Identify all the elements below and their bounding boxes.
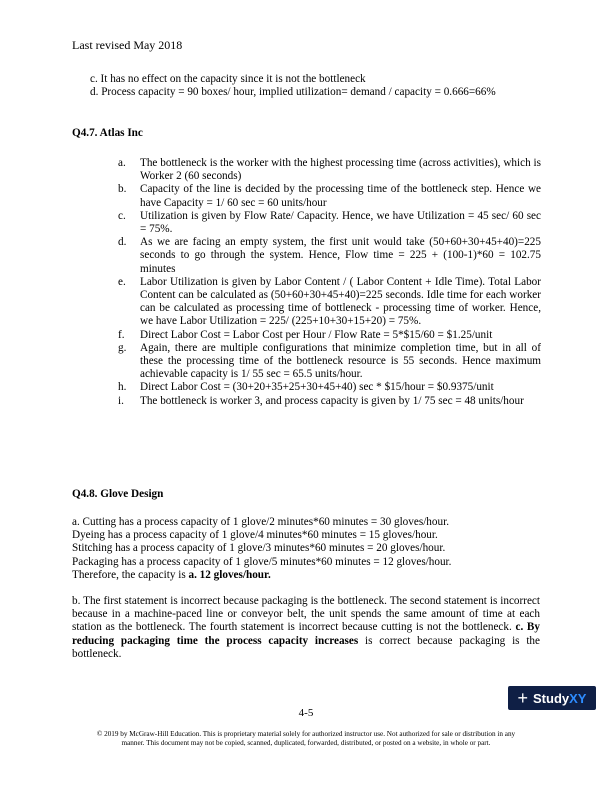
item-text: Direct Labor Cost = Labor Cost per Hour / Flow Rate = 5*$15/60 = $1.25/unit: [140, 328, 493, 341]
part-b-answer: c. By reducing packaging time the process capacity increases: [72, 621, 540, 647]
q47-answer-list: [118, 157, 541, 408]
item-label: g.: [118, 341, 127, 354]
q48-heading: Q4.8. Glove Design: [72, 488, 164, 500]
list-item: [118, 329, 541, 342]
capacity-line-stitching: Stitching has a process capacity of 1 glove/3 minutes*60 minutes = 20 gloves/hour.: [72, 542, 446, 555]
brand-main: Study: [533, 690, 570, 706]
capacity-line-packaging: Packaging has a process capacity of 1 glove/5 minutes*60 minutes = 12 gloves/hour.: [72, 555, 452, 568]
item-label: b.: [118, 183, 127, 196]
item-text: The bottleneck is the worker with the highest processing time (across activities), which is Worker 2 (60 seconds): [140, 157, 541, 183]
item-label: i.: [118, 394, 124, 407]
item-label: e.: [118, 275, 126, 288]
list-item: [118, 342, 541, 382]
page-number: 4-5: [298, 707, 314, 719]
q48-answer: [72, 516, 540, 661]
list-item: [118, 157, 541, 183]
item-label: d.: [118, 236, 127, 249]
previous-answers: [90, 73, 550, 99]
item-label: h.: [118, 381, 127, 394]
part-b-text-1: b. The first statement is incorrect because packaging is the bottleneck. The second statement is incorrect because in a machine-paced line or conveyor belt, the unit spends the same amount of time at each station as the bottleneck. The fourth statement is incorrect because cutting is not the bottleneck.: [72, 595, 540, 634]
list-item: [118, 183, 541, 209]
part-b-text-2: is correct because packaging is the bottleneck.: [72, 634, 540, 660]
list-item: [118, 381, 541, 394]
plus-icon: +: [517, 688, 529, 708]
copyright-notice: © 2019 by McGraw-Hill Education. This is proprietary material solely for authorized instructor use. Not authorized for sale or distribution in any manner. This document may not be copied, scanned, duplicated, forwarded, distributed, or posted on a website, in whole or part.: [96, 730, 516, 747]
conclusion-text: Therefore, the capacity is: [72, 568, 189, 581]
brand-accent: XY: [569, 690, 587, 706]
q47-heading: Q4.7. Atlas Inc: [72, 127, 143, 139]
item-label: a.: [118, 157, 126, 169]
item-text: Again, there are multiple configurations that minimize completion time, but in all of these the processing time of the bottleneck resource is 55 seconds. Hence maximum achievable capacity is 1/ 55 sec = 65.5 units/hour.: [140, 341, 541, 381]
capacity-line-dyeing: Dyeing has a process capacity of 1 glove/4 minutes*60 minutes = 15 gloves/hour.: [72, 529, 438, 542]
list-item: [118, 276, 541, 329]
list-item: [118, 395, 541, 408]
capacity-line-cutting: a. Cutting has a process capacity of 1 glove/2 minutes*60 minutes = 30 gloves/hour.: [72, 516, 449, 528]
list-item: [118, 210, 541, 236]
item-text: Labor Utilization is given by Labor Content / ( Labor Content + Idle Time). Total Labor Content can be calculated as (50+60+30+45+40)=225 seconds. Idle time for each worker can be calculated as processing time of bottleneck - processing time of worker. Hence, we have Labor Utilization = 225/ (225+10+30+15+20) = 75%.: [140, 275, 541, 328]
list-item: [118, 236, 541, 276]
item-text: Utilization is given by Flow Rate/ Capacity. Hence, we have Utilization = 45 sec/ 60 sec = 75%.: [140, 209, 541, 236]
item-label: f.: [118, 328, 125, 341]
answer-c: c. It has no effect on the capacity since it is not the bottleneck: [90, 73, 366, 85]
part-b-paragraph: [72, 595, 540, 661]
capacity-conclusion: [72, 569, 540, 582]
revision-header: Last revised May 2018: [72, 38, 183, 52]
answer-d: d. Process capacity = 90 boxes/ hour, implied utilization= demand / capacity = 0.666=66%: [90, 86, 496, 99]
item-text: Direct Labor Cost = (30+20+35+25+30+45+40) sec * $15/hour = $0.9375/unit: [140, 381, 494, 394]
item-label: c.: [118, 209, 126, 222]
item-text: Capacity of the line is decided by the processing time of the bottleneck step. Hence we have Capacity = 1/ 60 sec = 60 units/hour: [140, 183, 541, 209]
item-text: The bottleneck is worker 3, and process capacity is given by 1/ 75 sec = 48 units/hour: [140, 394, 524, 407]
conclusion-answer: a. 12 gloves/hour.: [188, 568, 271, 581]
item-text: As we are facing an empty system, the first unit would take (50+60+30+45+40)=225 seconds to go through the system. Hence, Flow time = 225 + (100-1)*60 = 102.75 minutes: [140, 236, 541, 275]
